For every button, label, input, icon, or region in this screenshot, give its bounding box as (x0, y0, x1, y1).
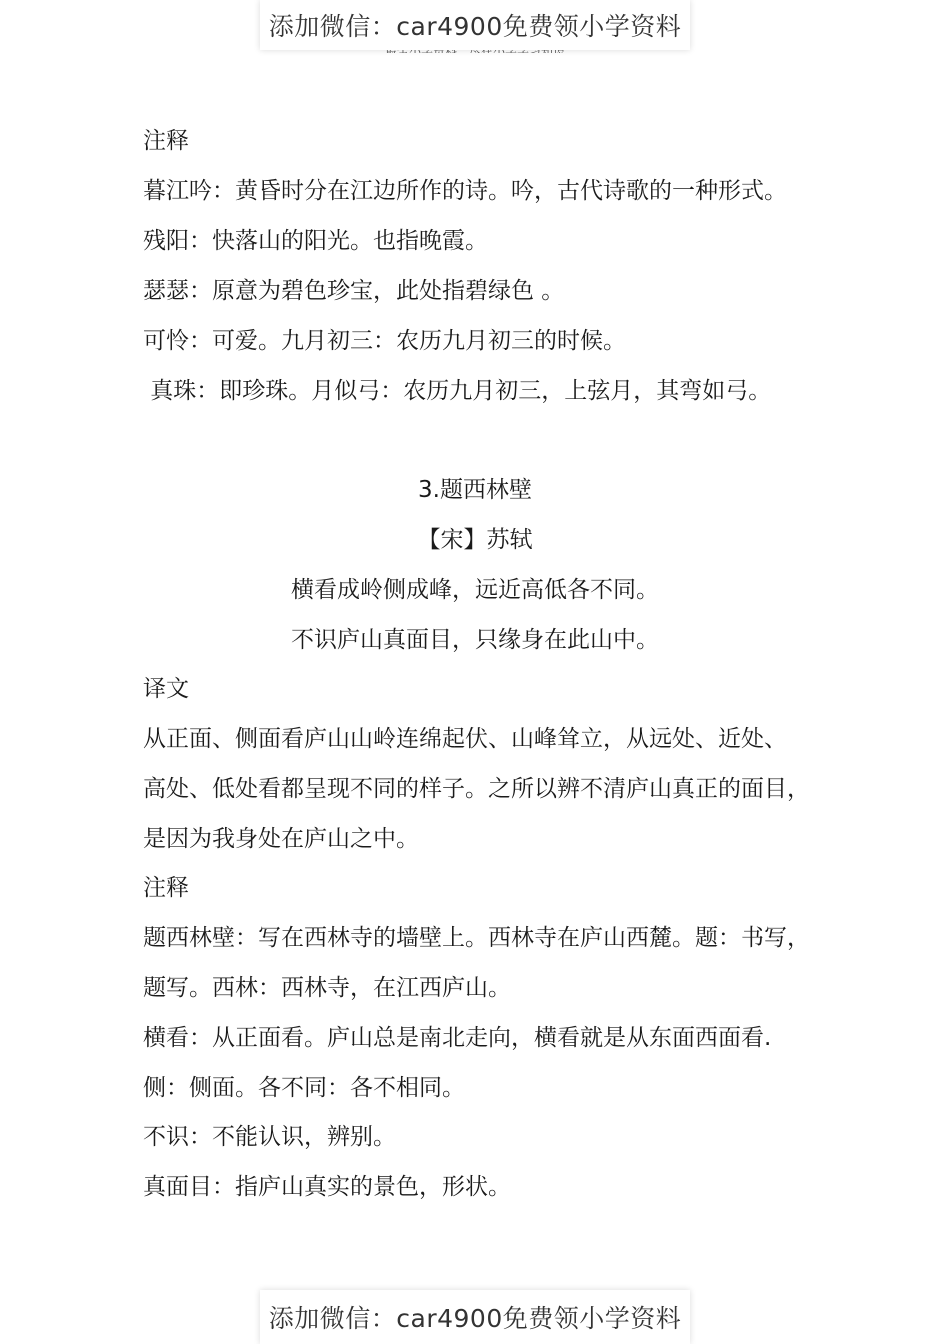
watermark-banner-top: 添加微信：car4900免费领小学资料 (260, 0, 690, 50)
translation-line: 从正面、侧面看庐山山岭连绵起伏、山峰耸立，从远处、近处、 (143, 726, 787, 752)
note-line: 题写。西林：西林寺，在江西庐山。 (143, 975, 511, 1001)
poem-line: 横看成岭侧成峰，远近高低各不同。 (291, 577, 659, 603)
note-line: 横看：从正面看。庐山总是南北走向，横看就是从东面西面看. (143, 1025, 772, 1051)
note-line: 残阳：快落山的阳光。也指晚霞。 (143, 228, 488, 254)
note-line: 暮江吟：黄昏时分在江边所作的诗。吟，古代诗歌的一种形式。 (143, 178, 787, 204)
watermark-banner-bottom: 添加微信：car4900免费领小学资料 (260, 1290, 690, 1344)
poem-line: 不识庐山真面目，只缘身在此山中。 (291, 627, 659, 653)
note-line: 真珠：即珍珠。月似弓：农历九月初三，上弦月，其弯如弓。 (143, 378, 772, 404)
note-line: 题西林壁：写在西林寺的墙壁上。西林寺在庐山西麓。题：书写， (143, 925, 810, 951)
translation-heading: 译文 (143, 676, 189, 702)
notes-heading: 注释 (143, 875, 189, 901)
notes-heading: 注释 (143, 128, 189, 154)
translation-line: 高处、低处看都呈现不同的样子。之所以辨不清庐山真正的面目， (143, 776, 810, 802)
note-line: 不识：不能认识，辨别。 (143, 1124, 396, 1150)
note-line: 侧：侧面。各不同：各不相同。 (143, 1075, 465, 1101)
translation-line: 是因为我身处在庐山之中。 (143, 826, 419, 852)
note-line: 真面目：指庐山真实的景色，形状。 (143, 1174, 511, 1200)
note-line: 可怜：可爱。九月初三：农历九月初三的时候。 (143, 328, 626, 354)
poem-author: 【宋】苏轼 (417, 527, 533, 553)
note-line: 瑟瑟：原意为碧色珍宝，此处指碧绿色 。 (143, 278, 565, 304)
poem-title: 3.题西林壁 (418, 477, 532, 503)
